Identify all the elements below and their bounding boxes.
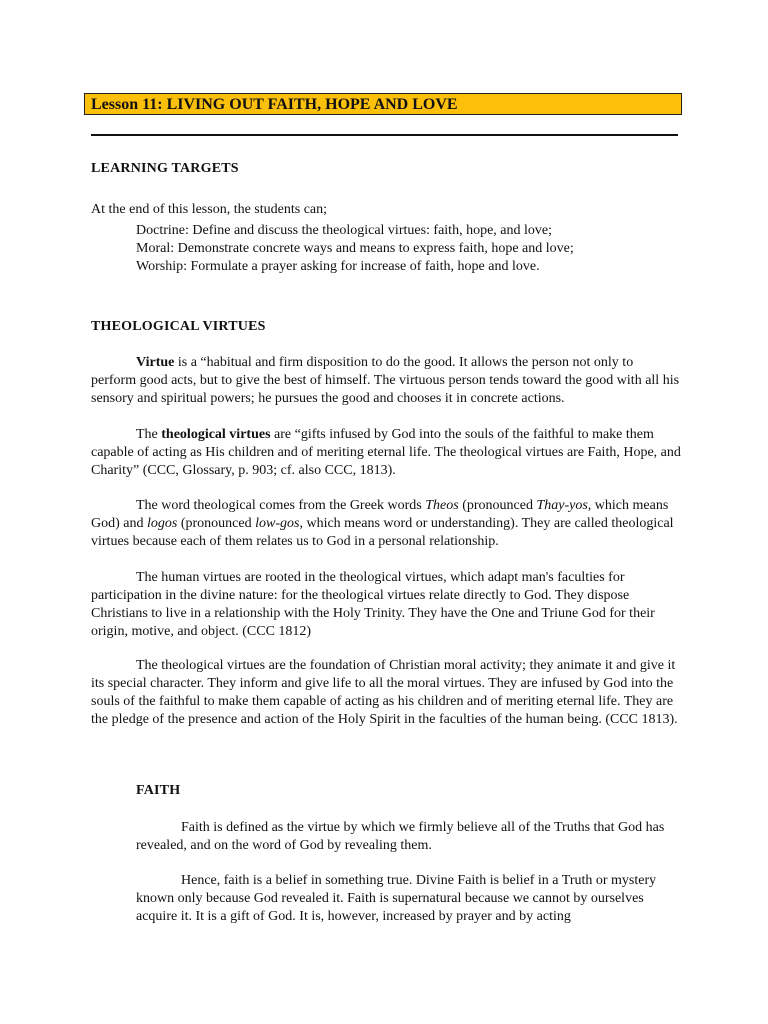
title-underline — [91, 134, 678, 136]
faith-definition-paragraph: Faith is defined as the virtue by which we firmly believe all of the Truths that God has revealed, and on the word of God by revealing them. — [136, 820, 665, 853]
theological-virtues-term: theological virtues — [161, 427, 271, 442]
learning-targets-heading: LEARNING TARGETS — [91, 161, 239, 176]
theological-virtues-definition-paragraph: The theological virtues are “gifts infused by God into the souls of the faithful to make them capable of acting as His children and of meriting eternal life. The theological virtues are Faith, Hope, and Charity” (CCC, Glossary, p. 903; cf. also CCC, 1813). — [91, 427, 681, 478]
foundation-paragraph: The theological virtues are the foundation of Christian moral activity; they animate it and give it its special character. They inform and give life to all the moral virtues. They are infused by God into the souls of the faithful to make them capable of acting as his children and of meriting eternal life. They are the pledge of the presence and action of the Holy Spirit in the faculties of the human being. (CCC 1813). — [91, 658, 678, 727]
learning-target-doctrine: Doctrine: Define and discuss the theological virtues: faith, hope, and love; — [136, 223, 552, 238]
virtue-term: Virtue — [136, 355, 175, 370]
virtue-definition-paragraph: Virtue is a “habitual and firm disposition to do the good. It allows the person not only to perform good acts, but to give the best of himself. The virtuous person tends toward the good with all his sensory and spiritual powers; he pursues the good and chooses it in concrete actions. — [91, 355, 680, 406]
faith-belief-paragraph: Hence, faith is a belief in something true. Divine Faith is belief in a Truth or mystery known only because God revealed it. Faith is supernatural because we cannot by ourselves acquire it. It is a gift of God. It is, however, increased by prayer and by acting — [136, 873, 657, 924]
human-virtues-paragraph: The human virtues are rooted in the theological virtues, which adapt man's faculties for participation in the divine nature: for the theological virtues relate directly to God. They dispose Christians to live in a relationship with the Holy Trinity. They have the One and Triune God for their origin, motive, and object. (CCC 1812) — [91, 570, 655, 639]
learning-targets-intro: At the end of this lesson, the students can; — [91, 202, 328, 217]
learning-target-moral: Moral: Demonstrate concrete ways and means to express faith, hope and love; — [136, 241, 574, 256]
etymology-paragraph: The word theological comes from the Greek words Theos (pronounced Thay-yos, which means God) and logos (pronounced low-gos, which means word or understanding). They are called theological virtues because each of them relates us to God in a personal relationship. — [91, 498, 674, 549]
faith-heading: FAITH — [136, 783, 181, 798]
theological-virtues-heading: THEOLOGICAL VIRTUES — [91, 319, 266, 334]
learning-target-worship: Worship: Formulate a prayer asking for increase of faith, hope and love. — [136, 259, 540, 274]
lesson-title: Lesson 11: LIVING OUT FAITH, HOPE AND LOVE — [84, 93, 682, 115]
